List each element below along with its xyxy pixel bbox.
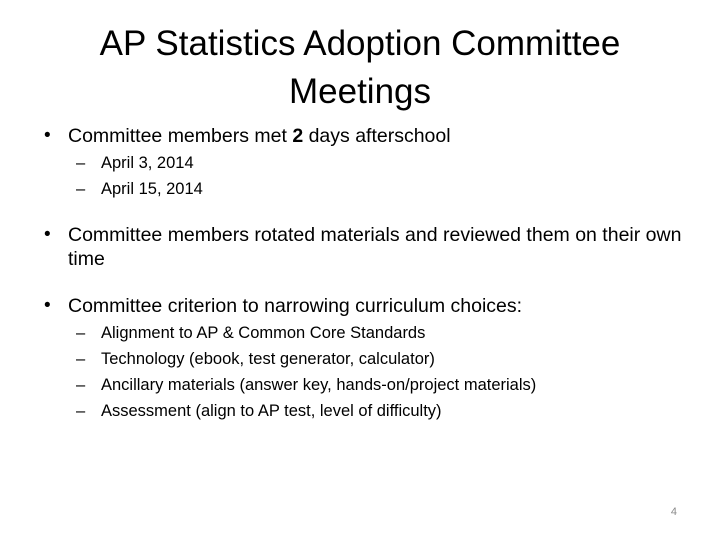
bullet-meetings [44, 124, 684, 148]
dash-icon: – [76, 324, 86, 342]
bullet-rotated-materials [44, 223, 684, 271]
bullet-meetings-text-before: Committee members met [68, 125, 293, 147]
dash-icon: – [76, 376, 86, 394]
sub-bullet-technology [44, 348, 684, 370]
slide-body [44, 124, 684, 422]
sub-bullet-date-1 [44, 152, 684, 174]
sub-bullet-text: Technology (ebook, test generator, calculator) [101, 350, 435, 368]
bullet-icon: • [44, 295, 51, 316]
sub-bullet-text: April 15, 2014 [101, 180, 203, 198]
bullet-icon: • [44, 224, 51, 245]
sub-bullet-text: April 3, 2014 [101, 154, 194, 172]
sub-bullet-assessment [44, 400, 684, 422]
sub-bullet-text: Ancillary materials (answer key, hands-on/project materials) [101, 376, 537, 394]
dash-icon: – [76, 402, 86, 420]
bullet-criterion [44, 294, 684, 318]
bullet-icon: • [44, 125, 51, 146]
sub-bullet-alignment [44, 322, 684, 344]
slide-title: AP Statistics Adoption Committee Meetings [99, 24, 621, 111]
bullet-meetings-text-after: days afterschool [303, 125, 451, 147]
dash-icon: – [76, 350, 86, 368]
bullet-meetings-count: 2 [292, 125, 304, 147]
bullet-criterion-text: Committee criterion to narrowing curriculum choices: [68, 295, 523, 317]
sub-bullet-text: Alignment to AP & Common Core Standards [101, 324, 426, 342]
sub-bullet-text: Assessment (align to AP test, level of difficulty) [101, 402, 442, 420]
dash-icon: – [76, 154, 86, 172]
bullet-rotated-materials-text: Committee members rotated materials and reviewed them on their own time [68, 224, 682, 270]
page-number: 4 [670, 506, 677, 518]
sub-bullet-date-2 [44, 178, 684, 200]
sub-bullet-ancillary [44, 374, 684, 396]
dash-icon: – [76, 180, 86, 198]
